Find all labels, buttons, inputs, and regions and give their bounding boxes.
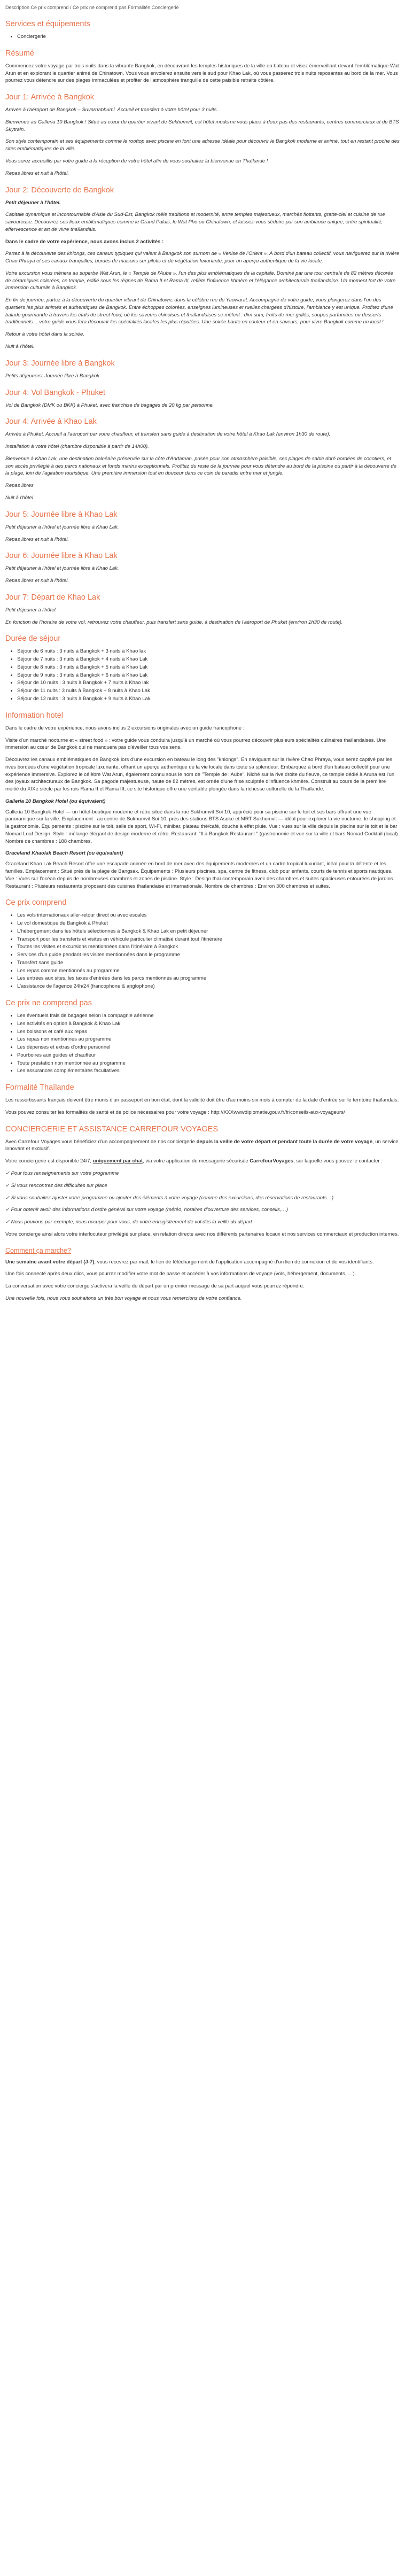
hotel-2-description: Graceland Khao Lak Beach Resort offre une escapade animée en bord de mer avec des équipements modernes et un cadre tropical luxuriant, idéal pour la détente et les familles. Emplacement : Situé près de la plage de Bangsak. Équipements : Plusieurs piscines, spa, centre de fitness, club pour enfants, courts de tennis et sports nautiques. Vue : Vues sur l'océan depuis de nombreuses chambres et zones de piscine. Style : Design thaï contemporain avec des chambres et suites spacieuses entourées de jardins. Restaurant : Plusieurs restaurants proposant des cuisines thaïlandaise et internationale. Nombre de chambres : Environ 300 chambres et suites. [5,861,395,889]
ne-comprend-list [17,1012,400,1075]
text-bold: depuis la veille de votre départ et pendant toute la durée de votre voyage [196,1138,373,1145]
list-item: • Les vols internationaux aller-retour direct ou avec escales [17,912,400,919]
paragraph: Nuit à l'hôtel [5,494,33,501]
information-title: Information hotel [5,711,64,720]
text-span: , un service innovant et exclusif. [5,1138,399,1152]
paragraph: Bienvenue au Galleria 10 Bangkok ! Situé au cœur du quartier vivant de Sukhumvit, cet hôtel moderne vous place à deux pas des restaurants, centres commerciaux et du BTS Skytrain. [5,119,399,133]
formalite-section [5,1082,400,1116]
text-span: , via votre application de messagerie sécurisée [143,1158,250,1165]
paragraph: Repas libres et nuit à l'hôtel. [5,170,69,176]
day-6-title: Jour 6: Journée libre à Khao Lak [5,552,118,561]
day-4-flight-title: Jour 4: Vol Bangkok - Phuket [5,388,105,397]
paragraph: Dans le cadre de votre expérience, nous avons inclus 2 activités : [5,238,164,245]
paragraph: Repas libres [5,483,34,489]
text-span: Avec Carrefour Voyages vous bénéficiez d'un accompagnement de nos conciergerie [5,1138,197,1145]
paragraph: Visite d'un marché nocturne et « street food » : votre guide vous conduira jusqu'à un marché où vous pourrez découvrir plusieurs spécialités culinaires thaïlandaises. Une immersion au cœur de Bangkok qui ne manquera pas d'éveiller tous vos sens. [5,737,386,751]
paragraph: ✓ Pour tous renseignements sur votre programme [5,1170,119,1176]
paragraph: Bienvenue à Khao Lak, une destination balnéaire préservée sur la côte d'Andaman, prisée pour son atmosphère paisible, ses plages de sable doré bordées de cocotiers, et son accès privilégié à des parcs nationaux et fonds marins exceptionnels. Profitez du reste de la journée pour vous détendre au bord de la piscine ou partir à la découverte de la plage, loin de l'agitation touristique. Une première immersion tout en douceur dans ce coin de paradis entre mer et jungle. [5,455,396,477]
paragraph [5,1158,400,1165]
comprend-title: Ce prix comprend [5,898,67,907]
list-item: • Toutes les visites et excursions mentionnées dans l'itinéraire à Bangkok [17,943,400,951]
day-3-section [5,358,400,380]
paragraph: Arrivée à l'aéroport de Bangkok – Suvarnabhumi. Accueil et transfert à votre hôtel pour 3 nuits. [5,107,219,113]
list-item: • Toute prestation non mentionnée au programme [17,1060,400,1067]
duree-section [5,633,400,702]
paragraph: Petit déjeuner à l'hôtel et journée libre à Khao Lak. [5,565,119,572]
text-bold: Une semaine avant votre départ (J-7) [5,1259,95,1265]
paragraph: Nuit à l'hôtel. [5,344,35,350]
paragraph: Petit déjeuner à l'hôtel. [5,607,57,613]
text-underline: uniquement par chat [92,1158,143,1165]
paragraph: Petit déjeuner à l'hôtel. [5,199,61,206]
list-item: • Le vol domestique de Bangkok à Phuket [17,920,400,927]
paragraph [5,1138,400,1153]
paragraph: Une fois connecté après deux clics, vous pourrez modifier votre mot de passe et accéder à vos informations de voyage (vols, hébergement, documents, …). [5,1271,356,1277]
list-item: • Les boissons et café aux repas [17,1028,400,1036]
text-bold: CarrefourVoyages [250,1158,293,1165]
day-4-arrival-section [5,416,400,501]
day-4-arrival-title: Jour 4: Arrivée à Khao Lak [5,417,97,426]
paragraph: Son style contemporain et ses équipements comme le rooftop avec piscine en font une adresse idéale pour découvrir le Bangkok moderne et animé, tout en restant proche des sites emblématiques de la ville. [5,138,400,152]
paragraph: La conversation avec votre concierge s'activera la veille du départ par un premier message de sa part auquel vous pourrez répondre. [5,1283,305,1290]
list-item: • Séjour de 6 nuits : 3 nuits à Bangkok + 3 nuits à Khao lak [17,648,400,655]
list-item: • Les activités en option à Bangkok & Khao Lak [17,1020,400,1028]
day-5-section [5,509,400,544]
comment-title: Comment ça marche? [5,1246,71,1254]
paragraph: Découvrez les canaux emblématiques de Bangkok lors d'une excursion en bateau le long des "khlongs". En naviguant sur la rivière Chao Phraya, vous serez captivé par les rives bordées d'une végétation tropicale luxuriante, offrant un aperçu authentique de la vie locale dans toute sa splendeur. Embarquez à bord d'un bateau collectif pour une expérience immersive. Explorez le célèbre Wat Arun, également connu sous le nom de "Temple de l'Aube". Niché sur la rive droite du fleuve, ce temple dédié à Aruna est l'un des joyaux architecturaux de Bangkok. Sa pagode majestueuse, haute de 82 mètres, est ornée d'une frise sculptée d'influence khmère. Construit au cours de la première moitié du XIXe siècle par les rois Rama II et Rama III, ce site historique offre une véritable plongée dans la richesse culturelle de la Thaïlande. [5,757,395,793]
list-item: • L'hébergement dans les hôtels sélectionnés à Bangkok & Khao Lak en petit déjeuner [17,928,400,935]
paragraph: Une nouvelle fois, nous vous souhaitons un très bon voyage et nous vous remercions de votre confiance. [5,1295,242,1301]
paragraph: Partez à la découverte des khlongs, ces canaux typiques qui valent à Bangkok son surnom de « Venise de l'Orient ». À bord d'un bateau collectif, vous naviguerez sur la rivière Chao Phraya et ses canaux tranquilles, bordés de maisons sur pilotis et de végétation luxuriante, pour un aperçu authentique de la vie locale. [5,251,400,265]
day-7-section [5,592,400,626]
text-span: , vous recevrez par mail, le lien de téléchargement de l'application accompagné d'un lien de connexion et de vos identifiants. [94,1259,374,1265]
paragraph: Capitale dynamique et incontournable d'Asie du Sud-Est, Bangkok mêle traditions et modernité, entre temples majestueux, marchés flottants, gratte-ciel et cuisine de rue savoureuse. Découvrez ses lieux emblématiques comme le Grand Palais, le Wat Pho ou Chinatown, et laissez-vous séduire par son ambiance unique, entre spiritualité, effervescence et art de vivre thaïlandais. [5,212,385,232]
paragraph: Vous serez accueillis par votre guide à la réception de votre hôtel afin de vous souhaitez la bienvenue en Thaïlande ! [5,158,268,164]
resume-text: Commencez votre voyage par trois nuits dans la vibrante Bangkok, en découvrant les temples historiques de la ville en bateau et visez émerveillant devant l'emblématique Wat Arun et en explorant le quartier animé de Chinatown. Vous vous envolerez ensuite vers le sud pour Khao Lak, où vous passerez trois nuits reposantes au bord de la mer. Vous pourrez vous détendre sur des plages immaculées et profiter de l'atmosphère tranquille de cette paisible retraite côtière. [5,63,399,84]
day-5-title: Jour 5: Journée libre à Khao Lak [5,510,118,519]
duree-title: Durée de séjour [5,634,61,643]
list-item: • Conciergerie [17,33,400,41]
services-list [17,33,400,41]
day-2-title: Jour 2: Découverte de Bangkok [5,185,114,195]
day-6-section [5,550,400,585]
paragraph: Petits déjeuners: Journée libre à Bangkok. [5,373,101,379]
list-item: • Séjour de 9 nuits : 3 nuits à Bangkok + 6 nuits à Khao Lak [17,672,400,679]
paragraph: Installation à votre hôtel (chambre disponible à partir de 14h00). [5,444,149,450]
list-item: • Pourboires aux guides et chauffeur [17,1052,400,1059]
list-item: • L'assistance de l'agence 24h/24 (francophone & anglophone) [17,983,400,990]
page-description: Description Ce prix comprend / Ce prix ne comprend pas Formalités Conciergerie [5,5,179,10]
comment-section [5,1246,400,1302]
information-section [5,710,400,890]
list-item: • Les repas comme mentionnés au programme [17,967,400,975]
list-item: • Séjour de 12 nuits : 3 nuits à Bangkok + 9 nuits à Khao Lak [17,695,400,703]
list-item: • Services d'un guide pendant les visites mentionnées dans le programme [17,951,400,959]
hotel-1-title: Galleria 10 Bangkok Hotel (ou équivalent) [5,798,106,804]
day-7-title: Jour 7: Départ de Khao Lak [5,593,100,602]
list-item: • Séjour de 11 nuits : 3 nuits à Bangkok + 8 nuits à Khao Lak [17,687,400,695]
paragraph: Repas libres et nuit à l'hôtel. [5,536,69,542]
paragraph: En fin de journée, partez à la découverte du quartier vibrant de Chinatown, dans la célèbre rue de Yaowarat. Accompagné de votre guide, vous plongerez dans l'un des quartiers les plus animés et authentiques de Bangkok. Entre échoppes colorées, enseignes lumineuses et ruelles chargées d'histoire, l'ambiance y est unique. Profitez d'une balade gourmande à travers les étals de street food, où les saveurs chinoises et thaïlandaises se mêlent : dim sum, fruits de mer grillés, soupes parfumées ou desserts traditionnels… votre guide vous fera découvrir les spécialités locales les plus réputées. Une soirée haute en couleur et en saveurs, pour vivre Bangkok comme un local ! [5,297,393,325]
day-2-section [5,185,400,351]
paragraph: Les ressortissants français doivent être munis d'un passeport en bon état, dont la validité doit être d'au moins six mois à compter de la date d'entrée sur le territoire thaïlandais. [5,1097,399,1104]
paragraph: En fonction de l'horaire de votre vol, retrouvez votre chauffeur, puis transfert sans guide, à destination de l'aéroport de Phuket (environ 1h30 de route). [5,619,343,625]
paragraph: Retour à votre hôtel dans la soirée. [5,331,84,338]
paragraph: Votre concierge ainsi alors votre interlocuteur privilégié sur place, en relation directe avec nos différents partenaires locaux et nos services commerciaux et production internes. [5,1231,399,1237]
day-4-flight-section [5,387,400,409]
paragraph: ✓ Si vous souhaitez ajuster votre programme ou ajouter des éléments à votre voyage (comme des excursions, des réservations de restaurants…) [5,1194,334,1201]
list-item: • Les repas non mentionnés au programme [17,1036,400,1043]
list-item: • Les entrées aux sites, les taxes d'entrées dans les parcs mentionnés au programme [17,975,400,982]
list-item: • Les éventuels frais de bagages selon la compagnie aérienne [17,1012,400,1020]
hotel-1-description: Galleria 10 Bangkok Hotel — un hôtel-boutique moderne et rétro situé dans la rue Sukhumvit Soi 10, apprécié pour sa piscine sur le toit et ses bars offrant une vue panoramique sur la ville. Emplacement : au centre de Sukhumvit Soi 10, près des stations BTS Asoke et MRT Sukhumvit — idéal pour explorer la vie nocturne, le shopping et la gastronomie. Équipements : piscine sur le toit, salle de sport, Wi-Fi, minibar, plateau thé/café, douche à effet pluie. Vue : vues sur la ville depuis la piscine sur le toit et le bar Nomad Loaf Design. Style : mélange élégant de design moderne et rétro. Restaurant: "Il à Bangkok Restaurant " (gastronomie et vue sur la ville et bars Nomad Cocktail (local). Nombre de chambres : 188 chambres. [5,809,400,844]
text-span: Votre conciergerie est disponible 24/7, [5,1158,93,1165]
list-item: • Les assurances complémentaires facultatives [17,1067,400,1075]
formalite-link[interactable]: Vous pouvez consulter les formalités de santé et de police nécessaires pour votre voyage : http://XXXwwwdiplomatie.gouv.fr/fr/conseils-aux-voyageurs/ [5,1109,345,1115]
day-3-title: Jour 3: Journée libre à Bangkok [5,359,115,368]
conciergerie-title: CONCIERGERIE ET ASSISTANCE CARREFOUR VOYAGES [5,1124,219,1134]
hotel-2-title: Graceland Khaolak Beach Resort (ou équivalent) [5,850,123,857]
paragraph: Arrivée à Phuket. Accueil à l'aéroport par votre chauffeur, et transfert sans guide à destination de votre hôtel à Khao Lak (environ 1h30 de route). [5,431,331,438]
duree-list [17,648,400,702]
comprend-section [5,897,400,990]
list-item: • Séjour de 10 nuits : 3 nuits à Bangkok + 7 nuits à Khao lak [17,679,400,687]
paragraph: Petit déjeuner à l'hôtel et journée libre à Khao Lak. [5,524,119,530]
services-title: Services et équipements [5,20,90,29]
conciergerie-section [5,1124,400,1238]
comprend-list [17,912,400,990]
list-item: • Transport pour les transferts et visites en véhicule particulier climatisé durant tout l'itinéraire [17,936,400,943]
list-item: • Séjour de 7 nuits : 3 nuits à Bangkok + 4 nuits à Khao Lak [17,656,400,663]
resume-section [5,48,400,84]
ne-comprend-title: Ce prix ne comprend pas [5,998,92,1007]
services-section [5,19,400,41]
day-1-section [5,92,400,177]
text-span: , sur laquelle vous pouvez le contacter : [293,1158,383,1165]
paragraph: ✓ Pour obtenir avoir des informations d'ordre général sur votre voyage (météo, horaires d'ouverture des services, conseils,…) [5,1207,289,1213]
paragraph: Dans le cadre de votre expérience, nous avons inclus 2 excursions originales avec un guide francophone : [5,725,245,731]
list-item: • Séjour de 8 nuits : 3 nuits à Bangkok + 5 nuits à Khao Lak [17,664,400,671]
formalite-title: Formalité Thaïlande [5,1083,74,1092]
paragraph: Votre excursion vous mènera au superbe Wat Arun, le « Temple de l'Aube », l'un des plus emblématiques de la capitale. Dominé par une tour centrale de 82 mètres décorée de céramiques colorées, ce temple, édifié sous les règnes de Rama II et Rama III, reflète l'influence khmère et l'élégance architecturale thaïlandaise. Un moment fort de votre immersion culturelle à Bangkok. [5,270,396,291]
paragraph: ✓ Si vous rencontrez des difficultés sur place [5,1182,107,1189]
list-item: • Transfert sans guide [17,959,400,967]
list-item: • Les dépenses et extras d'ordre personnel [17,1044,400,1051]
paragraph: ✓ Nous pouvons par exemple, nous occuper pour vous, de votre enregistrement de vol dès la veille du départ [5,1219,252,1225]
paragraph: Repas libres et nuit à l'hôtel. [5,578,69,584]
paragraph [5,1259,400,1266]
paragraph: Vol de Bangkok (DMK ou BKK) à Phuket, avec franchise de bagages de 20 kg par personne. [5,402,214,408]
day-1-title: Jour 1: Arrivée à Bangkok [5,93,95,102]
ne-comprend-section [5,998,400,1075]
resume-title: Résumé [5,49,34,58]
